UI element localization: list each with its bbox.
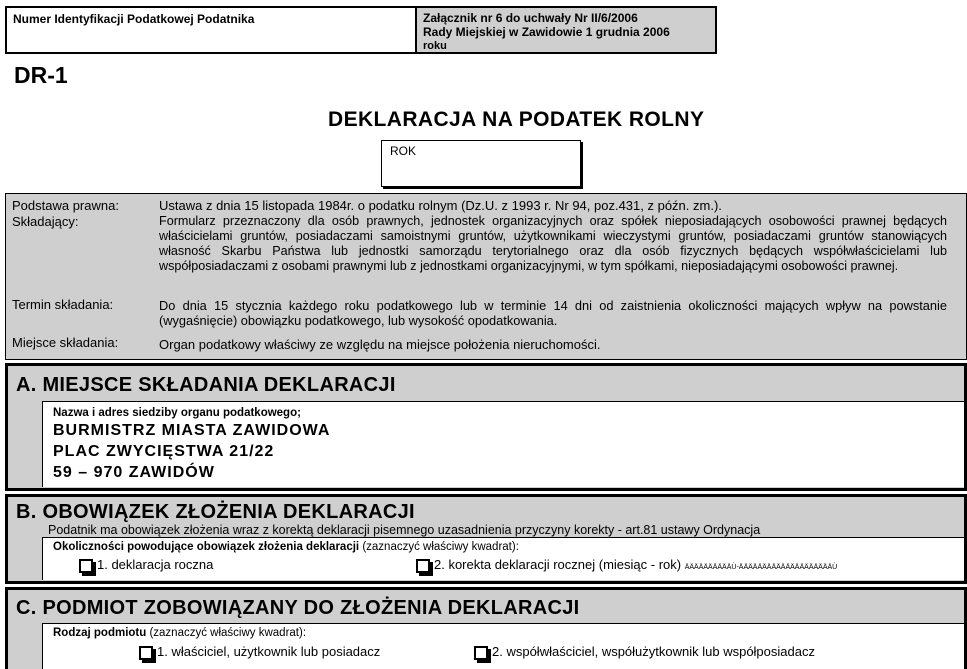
checkbox-owner[interactable]	[139, 646, 153, 660]
section-a-title: A. MIEJSCE SKŁADANIA DEKLARACJI	[16, 374, 396, 396]
option-correction[interactable]	[416, 557, 837, 573]
section-b-field-label	[53, 541, 519, 553]
tax-office-field[interactable]	[42, 401, 964, 487]
option-co-owner-label: 2. współwłaściciel, współużytkownik lub współposiadacz	[492, 644, 815, 659]
form-code: DR-1	[14, 62, 68, 88]
tax-office-line-1: BURMISTRZ MIASTA ZAWIDOWA	[53, 422, 331, 439]
annex-line-2: Rady Miejskiej w Zawidowie 1 grudnia 2006	[423, 25, 670, 39]
option-annual-label: 1. deklaracja roczna	[97, 557, 214, 572]
section-b-title: B. OBOWIĄZEK ZŁOŻENIA DEKLARACJI	[16, 501, 415, 523]
checkbox-annual[interactable]	[79, 559, 93, 573]
option-owner[interactable]	[139, 644, 380, 660]
deadline-value: Do dnia 15 stycznia każdego roku podatkowego lub w terminie 14 dni od zaistnienia okoliczności mających wpływ na powstanie (wygaśnięcie) obowiązku podatkowego, lub wysokość opodatkowania.	[159, 298, 947, 328]
tax-office-line-2: PLAC ZWYCIĘSTWA 21/22	[53, 443, 275, 460]
tax-office-line-3: 59 – 970 ZAWIDÓW	[53, 464, 215, 481]
section-c-field-label	[53, 627, 306, 639]
legal-basis-label: Podstawa prawna:	[12, 198, 119, 213]
option-correction-label: 2. korekta deklaracji rocznej (miesiąc - rok)	[434, 557, 682, 572]
annex-line-3: roku	[423, 40, 447, 52]
annex-box	[415, 6, 717, 54]
section-c-field	[42, 623, 964, 669]
nip-label: Numer Identyfikacji Podatkowej Podatnika	[13, 12, 255, 26]
section-b-field	[42, 537, 964, 580]
section-b-field-label-hint: (zaznaczyć właściwy kwadrat):	[359, 541, 519, 553]
section-b-field-label-bold: Okoliczności powodujące obowiązek złożenia deklaracji	[53, 541, 360, 553]
tax-office-label: Nazwa i adres siedziby organu podatkowego;	[53, 407, 301, 419]
deadline-label: Termin składania:	[12, 297, 114, 312]
section-c-field-label-bold: Rodzaj podmiotu	[53, 627, 147, 639]
correction-date-field[interactable]: ÄÄÄÄÄÄÄÄÄÄÙ-ÄÄÄÄÄÄÄÄÄÄÄÄÄÄÄÄÄÄÄÄÙ	[684, 564, 838, 571]
place-value: Organ podatkowy właściwy ze względu na miejsce położenia nieruchomości.	[159, 337, 601, 352]
nip-field[interactable]	[5, 6, 417, 54]
section-c-field-label-hint: (zaznaczyć właściwy kwadrat):	[146, 627, 307, 639]
year-field[interactable]	[381, 140, 581, 187]
checkbox-correction[interactable]	[416, 559, 430, 573]
filer-value: Formularz przeznaczony dla osób prawnych, jednostek organizacyjnych oraz spółek nieposiadających osobowości prawnej będących właścicielami gruntów, posiadaczami samoistnymi gruntów, użytkownikami wieczystymi gruntów, posiadaczami gruntów stanowiących własność Skarbu Państwa lub jednostki samorządu terytorialnego oraz dla osób fizycznych będących współwłaścicielami lub współposiadaczami z osobami prawnymi lub z jednostkami organizacyjnymi, w tym spółkami, nieposiadającymi osobowości prawnej.	[159, 214, 947, 273]
legal-basis-value: Ustawa z dnia 15 listopada 1984r. o podatku rolnym (Dz.U. z 1993 r. Nr 94, poz.431, z późn. zm.).	[159, 198, 722, 213]
checkbox-co-owner[interactable]	[474, 646, 488, 660]
annex-line-1: Załącznik nr 6 do uchwały Nr II/6/2006	[423, 11, 638, 25]
option-owner-label: 1. właściciel, użytkownik lub posiadacz	[157, 644, 381, 659]
option-co-owner[interactable]	[474, 644, 815, 660]
page-title: DEKLARACJA NA PODATEK ROLNY	[328, 108, 705, 131]
place-label: Miejsce składania:	[12, 335, 119, 350]
year-label: ROK	[390, 144, 417, 158]
section-b-subtitle: Podatnik ma obowiązek złożenia wraz z korektą deklaracji pisemnego uzasadnienia przyczyny korekty - art.81 ustawy Ordynacja	[48, 523, 761, 537]
section-c-title: C. PODMIOT ZOBOWIĄZANY DO ZŁOŻENIA DEKLARACJI	[16, 597, 580, 619]
filer-label: Składający:	[12, 214, 79, 229]
option-annual[interactable]	[79, 557, 213, 573]
